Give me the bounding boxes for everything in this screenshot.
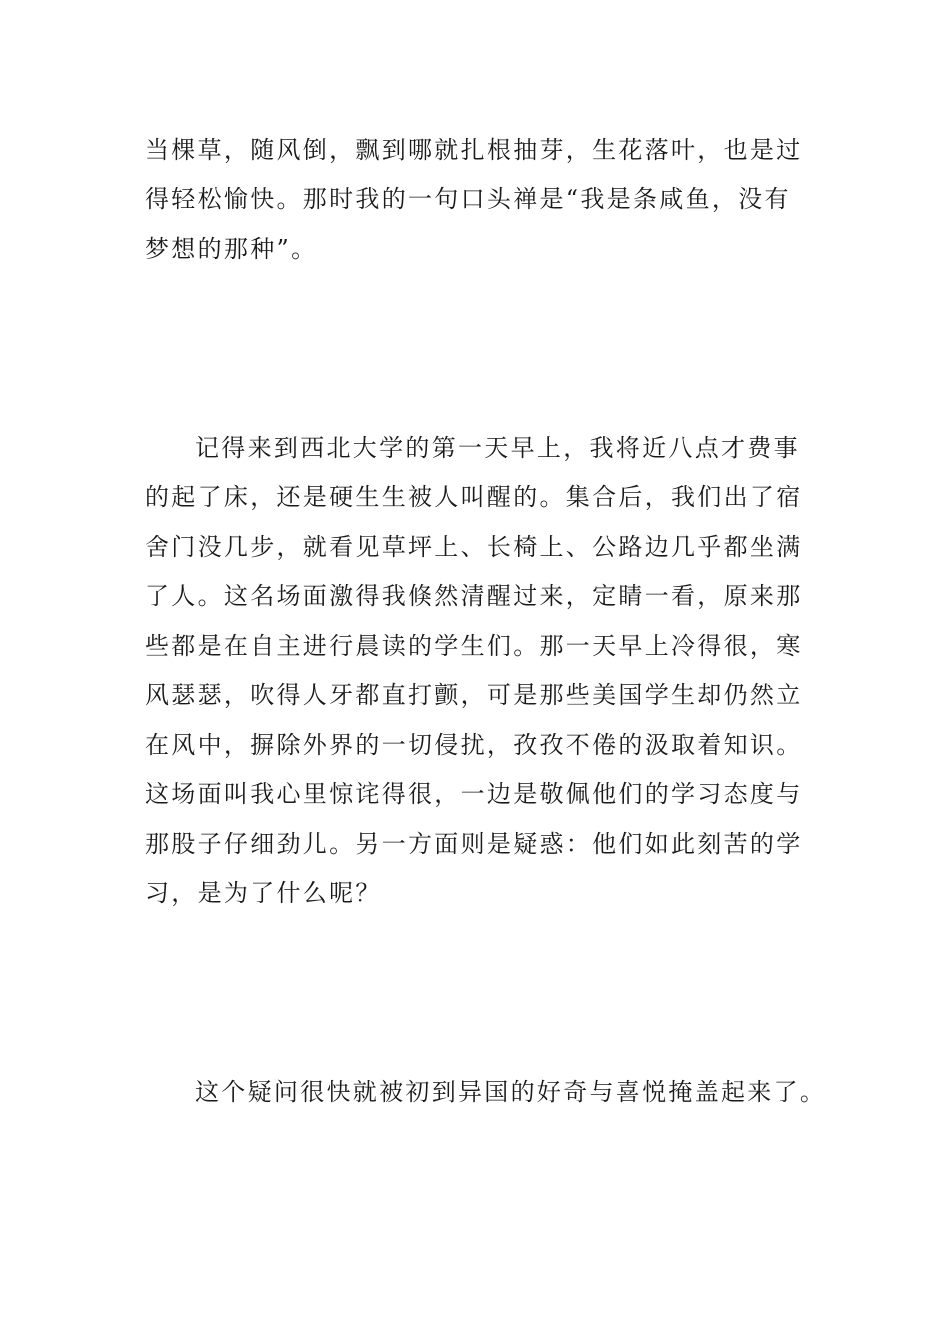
text-line: 舍门没几步，就看见草坪上、长椅上、公路边几乎都坐满 (145, 533, 803, 561)
text-line: 当棵草，随风倒，飘到哪就扎根抽芽，生花落叶，也是过 (145, 136, 803, 164)
text-line: 的起了床，还是硬生生被人叫醒的。集合后，我们出了宿 (145, 483, 803, 511)
text-line: 了人。这名场面激得我倏然清醒过来，定睛一看，原来那 (145, 582, 803, 610)
text-line: 那股子仔细劲儿。另一方面则是疑惑：他们如此刻苦的学 (145, 830, 803, 858)
text-line: 这场面叫我心里惊诧得很，一边是敬佩他们的学习态度与 (145, 780, 803, 808)
text-line: 习，是为了什么呢？ (145, 879, 382, 907)
text-line: 得轻松愉快。那时我的一句口头禅是“我是条咸鱼，没有 (145, 185, 791, 213)
text-line: 梦想的那种”。 (145, 235, 318, 263)
text-line: 这个疑问很快就被初到异国的好奇与喜悦掩盖起来了。 (195, 1078, 827, 1106)
text-line: 风瑟瑟，吹得人牙都直打颤，可是那些美国学生却仍然立 (145, 681, 803, 709)
text-line: 记得来到西北大学的第一天早上，我将近八点才费事 (195, 434, 800, 462)
text-line: 在风中，摒除外界的一切侵扰，孜孜不倦的汲取着知识。 (145, 731, 803, 759)
text-line: 些都是在自主进行晨读的学生们。那一天早上冷得很，寒 (145, 632, 803, 660)
